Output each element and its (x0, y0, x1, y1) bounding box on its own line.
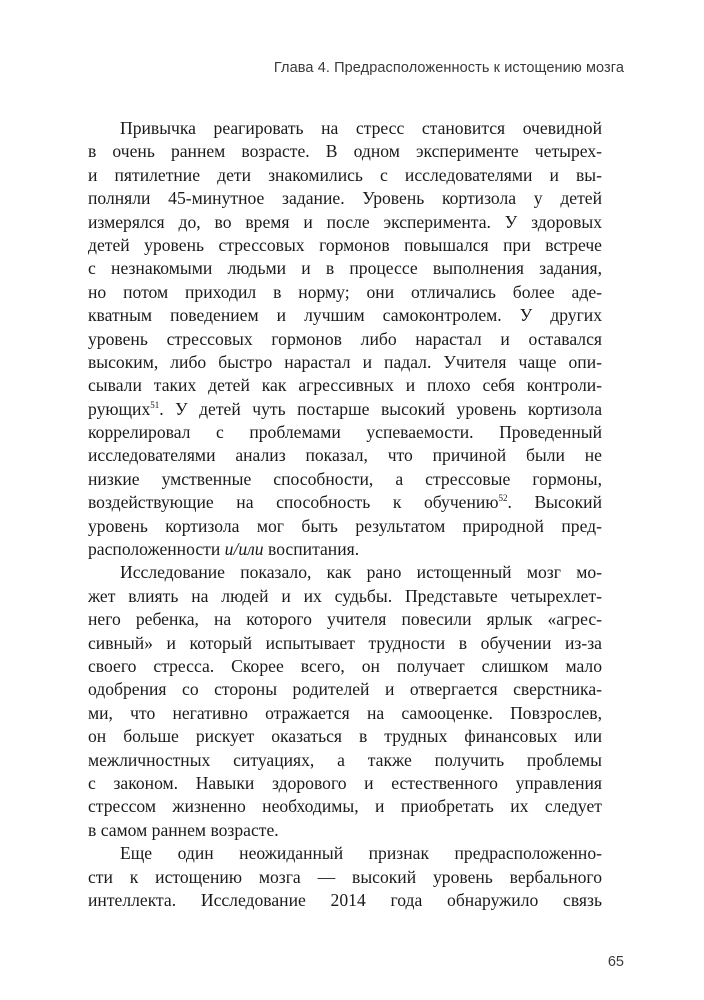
text-line: и пятилетние дети знакомились с исследователями и вы- (88, 164, 602, 185)
text-line: измерялся до, во время и после эксперимента. У здоровых (88, 211, 602, 232)
text-fragment: воздействующие на способность к обучению (88, 492, 499, 513)
text-line: с незнакомыми людьми и в процессе выполнения задания, (88, 258, 602, 279)
text-line: в самом раннем возрасте. (88, 819, 279, 840)
text-line: сывали таких детей как агрессивных и плохо себя контроли- (88, 375, 602, 396)
text-line: полняли 45-минутное задание. Уровень кортизола у детей (88, 188, 602, 209)
text-line: сти к истощению мозга — высокий уровень вербального (88, 866, 602, 887)
text-line: детей уровень стрессовых гормонов повышался при встрече (88, 234, 602, 255)
body-text (88, 117, 602, 912)
page-number: 65 (607, 954, 624, 970)
text-fragment: рующих (88, 398, 151, 419)
text-line: Привычка реагировать на стресс становится очевидной (120, 118, 602, 138)
text-line (88, 491, 602, 514)
footnote-ref[interactable]: 51 (150, 399, 160, 410)
text-line: он больше рискует оказаться в трудных финансовых или (88, 726, 602, 747)
text-line: ми, что негативно отражается на самооценке. Повзрослев, (88, 702, 602, 723)
italic-fragment: и/или (224, 539, 264, 560)
text-line: коррелировал с проблемами успеваемости. Проведенный (88, 422, 602, 443)
text-line: но потом приходил в норму; они отличались более аде- (88, 281, 602, 302)
text-line: в очень раннем возрасте. В одном эксперименте четырех- (88, 141, 602, 162)
text-line: него ребенка, на которого учителя повесили ярлык «агрес- (88, 609, 602, 630)
text-line: высоким, либо быстро нарастал и падал. Учителя чаще опи- (88, 351, 602, 372)
text-line: межличностных ситуациях, а также получить проблемы (88, 749, 602, 770)
text-line (88, 398, 602, 421)
text-line: интеллекта. Исследование 2014 года обнаружило связь (88, 889, 602, 910)
text-line: одобрения со стороны родителей и отвергается сверстника- (88, 679, 602, 700)
text-line: сивный» и который испытывает трудности в обучении из-за (88, 632, 602, 653)
text-line: низкие умственные способности, а стрессовые гормоны, (88, 468, 602, 489)
text-line: уровень кортизола мог быть результатом природной пред- (88, 515, 602, 536)
text-fragment: . Высокий (507, 492, 602, 513)
text-line: Еще один неожиданный признак предрасположенно- (120, 843, 602, 864)
text-line: стрессом жизненно необходимы, и приобретать их следует (88, 796, 602, 817)
text-line: с законом. Навыки здорового и естественного управления (88, 772, 602, 793)
text-line: кватным поведением и лучшим самоконтролем. У других (88, 305, 602, 326)
running-head: Глава 4. Предрасположенность к истощению мозга (273, 60, 624, 76)
text-line: исследователями анализ показал, что причиной были не (88, 445, 602, 466)
text-line: своего стресса. Скорее всего, он получает слишком мало (88, 655, 602, 676)
footnote-ref[interactable]: 52 (498, 493, 508, 504)
text-line (88, 538, 602, 561)
text-line: Исследование показало, как рано истощенный мозг мо- (120, 562, 602, 583)
text-fragment: воспитания. (263, 539, 360, 560)
text-fragment: . У детей чуть постарше высокий уровень кортизола (159, 398, 602, 419)
text-line: жет влиять на людей и их судьбы. Представьте четырехлет- (88, 585, 602, 606)
text-line: уровень стрессовых гормонов либо нарастал и оставался (88, 328, 602, 349)
text-fragment: расположенности (88, 539, 225, 560)
